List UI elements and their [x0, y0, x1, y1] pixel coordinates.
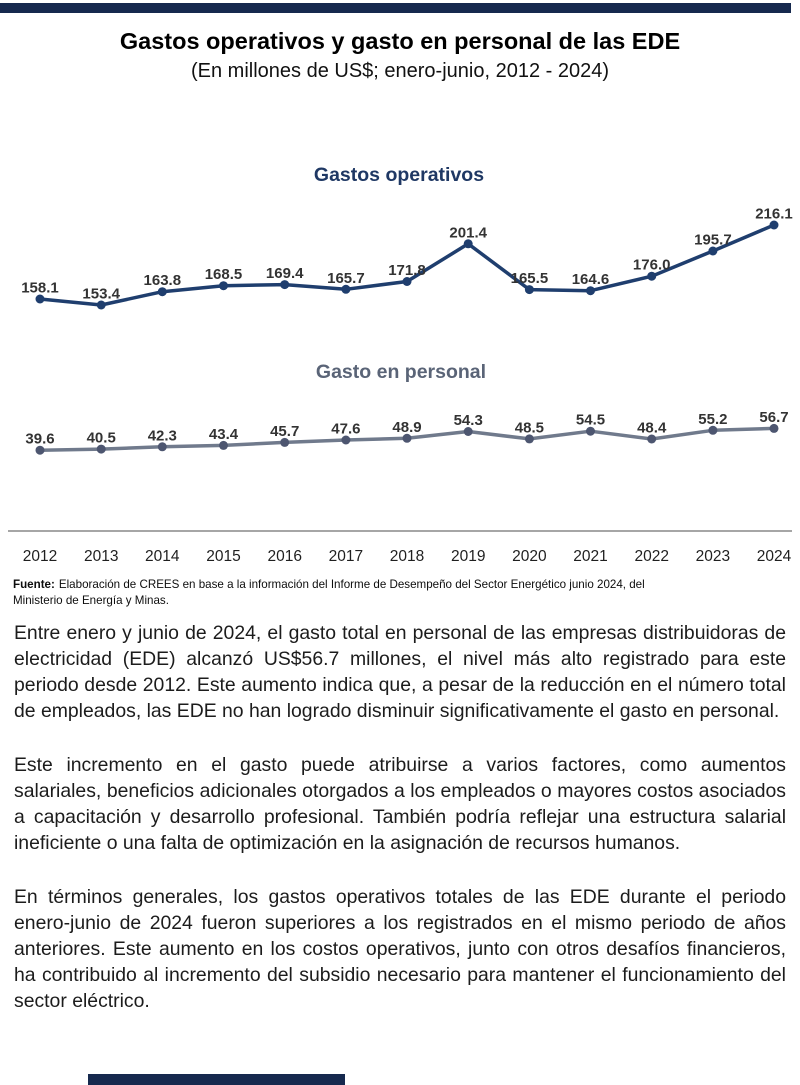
data-label: 176.0	[632, 256, 671, 274]
data-label: 54.5	[575, 411, 606, 429]
source-text-line1: Elaboración de CREES en base a la información del Informe de Desempeño del Sector Energético junio 2024, del	[58, 578, 645, 591]
paragraph-3: En términos generales, los gastos operativos totales de las EDE durante el periodo enero-junio de 2024 fueron superiores a los registrados en el mismo periodo de años anteriores. Este aumento en los costos operativos, junto con otros desafíos financieros, ha contribuido al incremento del subsidio necesario para mantener el funcionamiento del sector eléctrico.	[14, 886, 786, 1012]
page-title: Gastos operativos y gasto en personal de las EDE	[119, 28, 681, 54]
data-label: 158.1	[21, 279, 59, 297]
data-label: 39.6	[25, 430, 55, 448]
page-subtitle: (En millones de US$; enero-junio, 2012 - 2024)	[190, 60, 610, 82]
year-label: 2018	[389, 548, 425, 565]
data-label: 42.3	[147, 427, 177, 445]
year-label: 2012	[22, 548, 58, 565]
year-label: 2021	[573, 548, 608, 565]
data-label: 216.1	[755, 205, 793, 223]
data-label: 163.8	[143, 272, 182, 290]
data-label: 48.5	[514, 419, 545, 437]
year-label: 2024	[756, 548, 792, 565]
top-accent-bar	[0, 3, 791, 13]
year-label: 2014	[145, 548, 180, 565]
data-label: 169.4	[265, 265, 304, 283]
body-text	[14, 620, 786, 1042]
expenses-line-chart	[0, 148, 800, 568]
data-label: 171.8	[388, 262, 426, 279]
data-label: 45.7	[270, 422, 300, 440]
data-label: 54.3	[453, 412, 483, 429]
source-note	[13, 577, 770, 608]
data-label: 153.4	[82, 285, 120, 303]
paragraph-2: Este incremento en el gasto puede atribuirse a varios factores, como aumentos salariales, beneficios adicionales otorgados a los empleados o mayores costos asociados a capacitación y desarrollo profesional. También podría reflejar una estructura salarial ineficiente o una falta de optimización en la asignación de recursos humanos.	[14, 754, 786, 854]
data-label: 165.7	[327, 269, 365, 287]
data-label: 48.9	[392, 418, 422, 436]
data-label: 195.7	[694, 231, 732, 249]
data-label: 165.5	[510, 270, 549, 288]
paragraph-1: Entre enero y junio de 2024, el gasto total en personal de las empresas distribuidoras de electricidad (EDE) alcanzó US$56.7 millones, el nivel más alto registrado para este periodo desde 2012. Este aumento indica que, a pesar de la reducción en el número total de empleados, las EDE no han logrado disminuir significativamente el gasto en personal.	[14, 622, 786, 722]
year-label: 2020	[512, 548, 547, 565]
year-label: 2017	[328, 548, 364, 565]
data-label: 56.7	[759, 408, 789, 426]
year-label: 2023	[695, 548, 731, 565]
data-label: 40.5	[86, 429, 116, 447]
year-label: 2015	[206, 548, 241, 565]
data-label: 168.5	[204, 266, 243, 284]
year-label: 2022	[634, 548, 669, 565]
source-label: Fuente:	[13, 578, 55, 591]
data-label: 55.2	[698, 410, 728, 428]
year-label: 2016	[267, 548, 302, 565]
data-label: 201.4	[449, 224, 487, 242]
series-title-1: Gastos operativos	[313, 164, 485, 186]
series-title-2: Gasto en personal	[315, 361, 487, 383]
source-text-line2: Ministerio de Energía y Minas.	[13, 593, 169, 607]
data-label: 164.6	[571, 271, 610, 289]
data-label: 43.4	[208, 425, 239, 443]
year-label: 2019	[450, 548, 486, 565]
data-label: 47.6	[331, 420, 361, 438]
bottom-accent-bar	[88, 1074, 345, 1085]
year-label: 2013	[83, 548, 119, 565]
data-label: 48.4	[637, 419, 667, 437]
